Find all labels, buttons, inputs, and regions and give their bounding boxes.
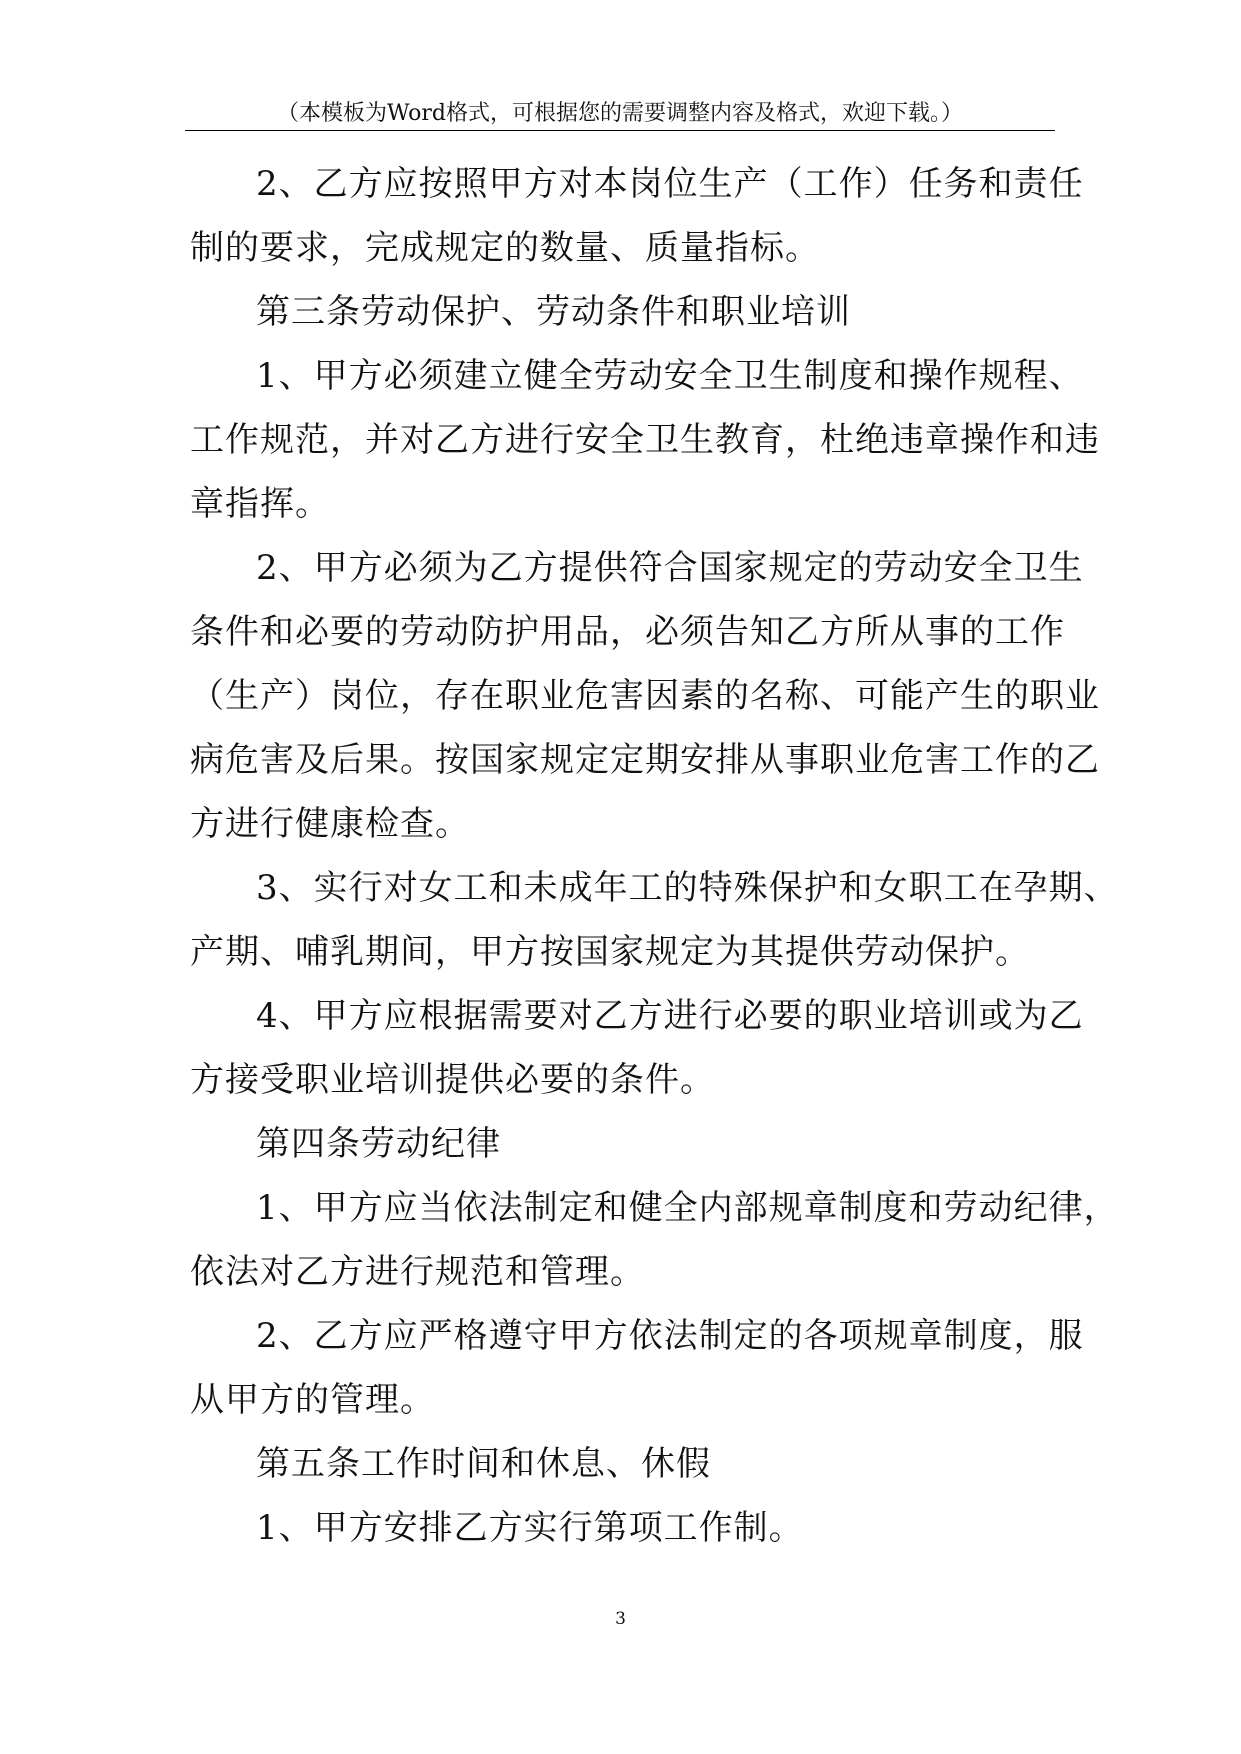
section-heading: 第三条劳动保护、劳动条件和职业培训 bbox=[256, 292, 851, 332]
body-line: 2、乙方应严格遵守甲方依法制定的各项规章制度，服 bbox=[256, 1316, 1084, 1356]
page-number: 3 bbox=[615, 1609, 626, 1629]
page-header-note: （本模板为Word格式，可根据您的需要调整内容及格式，欢迎下载。） bbox=[277, 101, 963, 126]
body-line: 方进行健康检查。 bbox=[190, 804, 470, 844]
body-line: 1、甲方必须建立健全劳动安全卫生制度和操作规程、 bbox=[256, 356, 1084, 396]
body-line: 制的要求，完成规定的数量、质量指标。 bbox=[190, 228, 820, 268]
section-heading: 第四条劳动纪律 bbox=[256, 1124, 501, 1164]
body-line: 方接受职业培训提供必要的条件。 bbox=[190, 1060, 715, 1100]
body-line: 条件和必要的劳动防护用品，必须告知乙方所从事的工作 bbox=[190, 612, 1065, 652]
body-line: 从甲方的管理。 bbox=[190, 1380, 435, 1420]
body-line: 2、乙方应按照甲方对本岗位生产（工作）任务和责任 bbox=[256, 164, 1084, 204]
body-line: 工作规范，并对乙方进行安全卫生教育，杜绝违章操作和违 bbox=[190, 420, 1100, 460]
section-heading: 第五条工作时间和休息、休假 bbox=[256, 1444, 711, 1484]
header-divider bbox=[185, 130, 1055, 131]
body-line: 1、甲方应当依法制定和健全内部规章制度和劳动纪律， bbox=[256, 1188, 1119, 1228]
body-line: 章指挥。 bbox=[190, 484, 330, 524]
body-line: 4、甲方应根据需要对乙方进行必要的职业培训或为乙 bbox=[256, 996, 1084, 1036]
body-line: 1、甲方安排乙方实行第项工作制。 bbox=[256, 1508, 804, 1548]
body-line: 病危害及后果。按国家规定定期安排从事职业危害工作的乙 bbox=[190, 740, 1100, 780]
body-line: （生产）岗位，存在职业危害因素的名称、可能产生的职业 bbox=[190, 676, 1100, 716]
body-line: 2、甲方必须为乙方提供符合国家规定的劳动安全卫生 bbox=[256, 548, 1084, 588]
body-line: 3、实行对女工和未成年工的特殊保护和女职工在孕期、 bbox=[256, 868, 1119, 908]
body-line: 产期、哺乳期间，甲方按国家规定为其提供劳动保护。 bbox=[190, 932, 1030, 972]
body-line: 依法对乙方进行规范和管理。 bbox=[190, 1252, 645, 1292]
